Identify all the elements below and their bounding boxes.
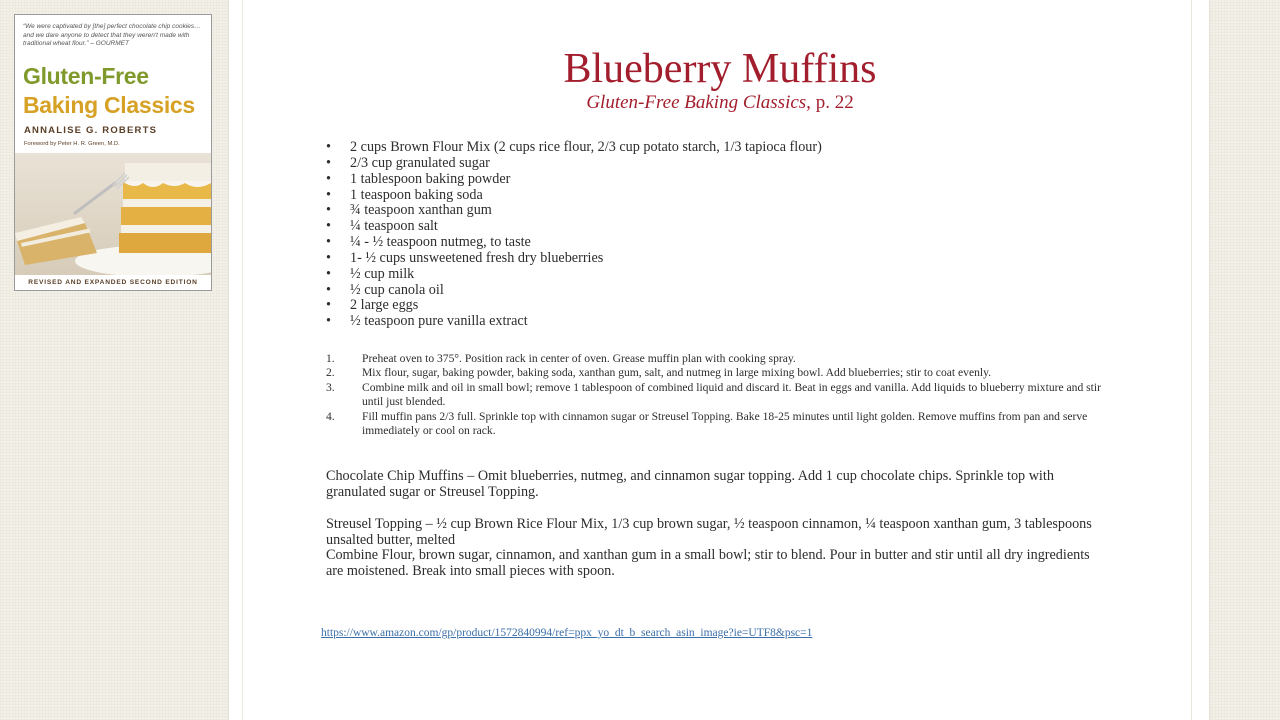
- cover-title-line1: Gluten-Free: [23, 63, 149, 89]
- step-text: Combine milk and oil in small bowl; remove 1 tablespoon of combined liquid and discard it. Beat in eggs and vanilla. Add liquids to blueberry mixture and stir until just blended.: [362, 380, 1101, 409]
- ingredient-item: • 2 cups Brown Flour Mix (2 cups rice flour, 2/3 cup potato starch, 1/3 tapioca flour): [326, 140, 1126, 156]
- source-book: Gluten-Free Baking Classics,: [586, 92, 811, 113]
- streusel-method: Combine Flour, brown sugar, cinnamon, and xanthan gum in a small bowl; stir to blend. Pour in butter and stir until all dry ingredients are moistened. Break into small pieces with spoon.: [326, 547, 1090, 580]
- book-cover-image: [14, 14, 212, 291]
- instruction-step: [326, 352, 1106, 366]
- step-number: 2.: [326, 366, 335, 380]
- cover-foreword: Foreword by Peter H. R. Green, M.D.: [24, 141, 120, 147]
- cover-edition-banner: REVISED AND EXPANDED SECOND EDITION: [15, 275, 211, 290]
- step-number: 4.: [326, 409, 335, 423]
- streusel-ingredients: Streusel Topping – ½ cup Brown Rice Flour Mix, 1/3 cup brown sugar, ½ teaspoon cinnamon, ¼ teaspoon xanthan gum, 3 tablespoons unsalted butter, melted: [326, 516, 1092, 549]
- cover-author: ANNALISE G. ROBERTS: [24, 125, 158, 136]
- ingredient-list: [326, 140, 1126, 330]
- ingredient-item: • 1 tablespoon baking powder: [326, 172, 1126, 188]
- chocolate-chip-variation: Chocolate Chip Muffins – Omit blueberries, nutmeg, and cinnamon sugar topping. Add 1 cup chocolate chips. Sprinkle top with granulated sugar or Streusel Topping.: [326, 468, 1054, 501]
- instruction-step: [326, 410, 1106, 439]
- cover-title-line2: Baking Classics: [23, 92, 195, 118]
- recipe-title: Blueberry Muffins: [563, 46, 877, 92]
- ingredient-item: • 2/3 cup granulated sugar: [326, 156, 1126, 172]
- recipe-source: [240, 91, 1200, 115]
- instruction-step: [326, 381, 1106, 410]
- ingredient-item: • 2 large eggs: [326, 298, 1126, 314]
- cover-quote: “We were captivated by [the] perfect chocolate chip cookies… and we dare anyone to detect that they weren't made with traditional wheat flour.” – GOURMET: [23, 23, 201, 48]
- ingredient-item: • ½ cup milk: [326, 267, 1126, 283]
- cake-photo: [15, 153, 211, 277]
- ingredient-item: • ½ teaspoon pure vanilla extract: [326, 314, 1126, 330]
- amazon-source-link[interactable]: https://www.amazon.com/gp/product/1572840994/ref=ppx_yo_dt_b_search_asin_image?ie=UTF8&psc=1: [321, 627, 813, 639]
- ingredient-item: • ¼ teaspoon salt: [326, 219, 1126, 235]
- instruction-step: [326, 366, 1106, 380]
- instruction-list: [326, 352, 1106, 438]
- ingredient-item: • 1- ½ cups unsweetened fresh dry blueberries: [326, 251, 1126, 267]
- ingredient-item: • ¾ teaspoon xanthan gum: [326, 203, 1126, 219]
- ingredient-item: • ¼ - ½ teaspoon nutmeg, to taste: [326, 235, 1126, 251]
- source-page: p. 22: [815, 92, 854, 113]
- step-number: 1.: [326, 352, 335, 365]
- step-text: Preheat oven to 375°. Position rack in center of oven. Grease muffin plan with cooking spray.: [362, 352, 796, 365]
- step-text: Fill muffin pans 2/3 full. Sprinkle top with cinnamon sugar or Streusel Topping. Bake 18-25 minutes until light golden. Remove muffins from pan and serve immediately or cool on rack.: [362, 409, 1088, 438]
- step-text: Mix flour, sugar, baking powder, baking soda, xanthan gum, salt, and nutmeg in large mixing bowl. Add blueberries; stir to coat evenly.: [362, 366, 992, 380]
- step-number: 3.: [326, 380, 335, 394]
- ingredient-item: • ½ cup canola oil: [326, 283, 1126, 299]
- ingredient-item: • 1 teaspoon baking soda: [326, 188, 1126, 204]
